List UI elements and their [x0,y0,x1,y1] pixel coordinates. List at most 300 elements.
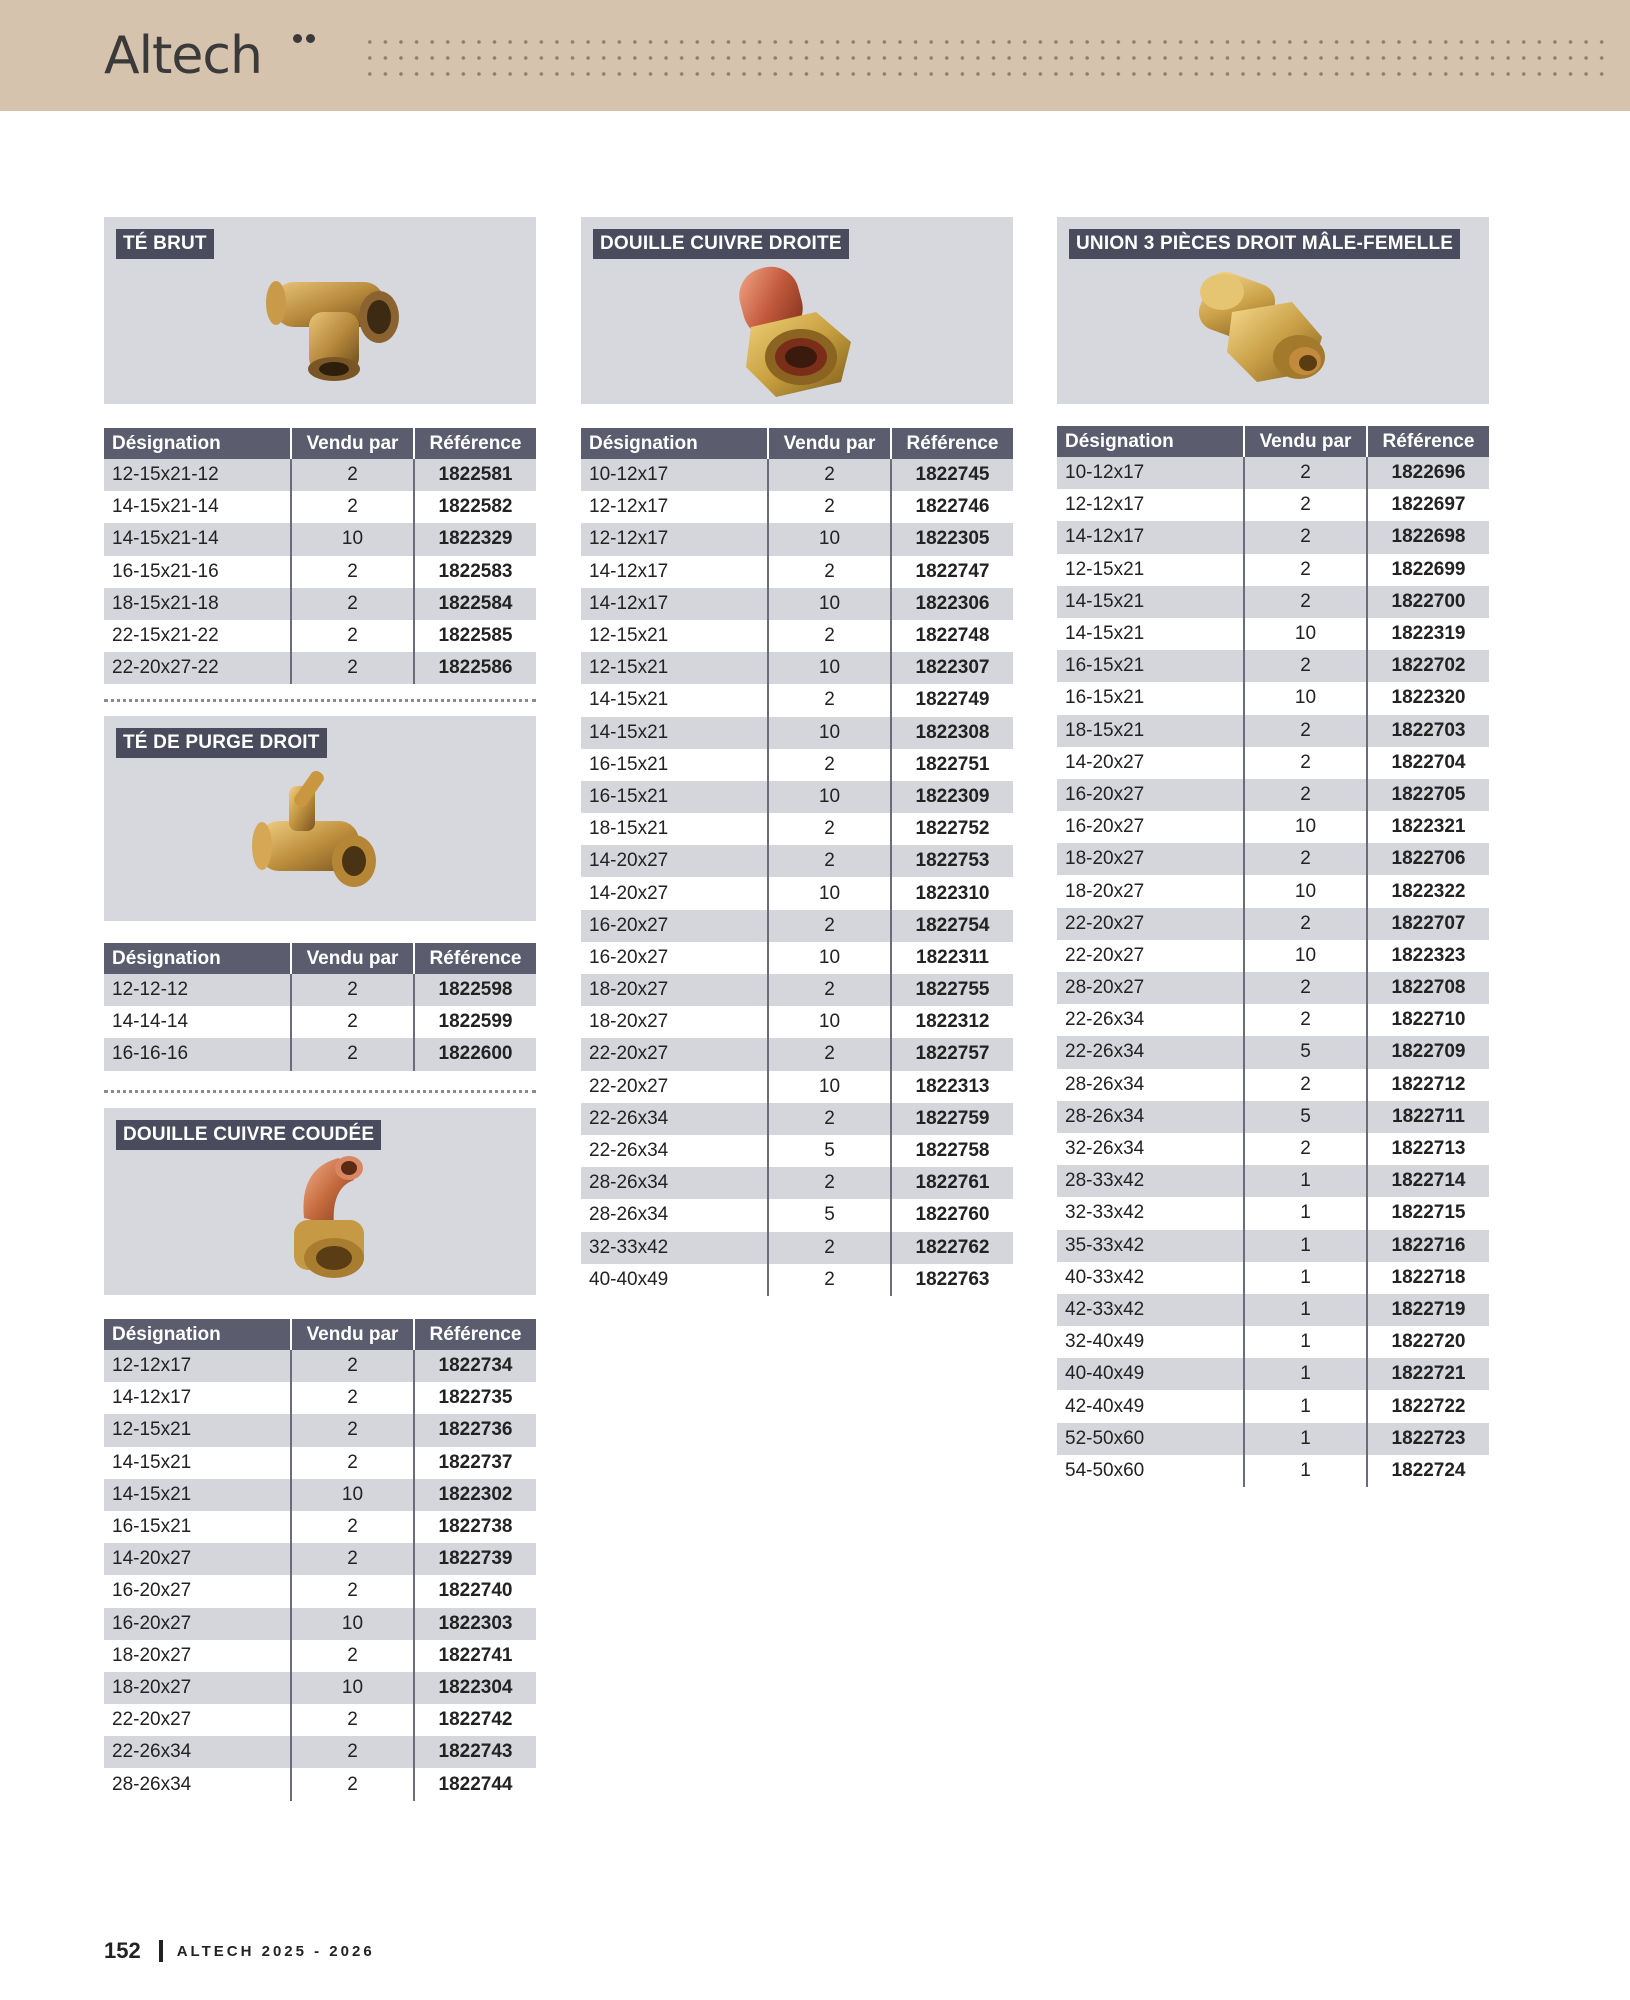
vendu-par-cell: 10 [768,942,891,974]
vendu-par-cell: 2 [291,491,414,523]
vendu-par-cell: 2 [291,1414,414,1446]
reference-cell: 1822323 [1367,940,1489,972]
table-row [104,1672,536,1704]
table-row [581,459,1013,491]
reference-cell: 1822754 [891,910,1013,942]
reference-cell: 1822755 [891,974,1013,1006]
reference-cell: 1822734 [414,1350,536,1382]
designation-cell: 52-50x60 [1057,1423,1244,1455]
table-row [1057,1197,1489,1229]
section-separator [104,1090,536,1093]
designation-cell: 16-20x27 [581,942,768,974]
table-row [1057,843,1489,875]
table-row [1057,747,1489,779]
reference-cell: 1822705 [1367,779,1489,811]
vendu-par-cell: 2 [768,459,891,491]
reference-cell: 1822307 [891,652,1013,684]
douille-droite-title: DOUILLE CUIVRE DROITE [593,229,849,259]
reference-cell: 1822584 [414,588,536,620]
union-photo [1187,257,1347,397]
designation-cell: 18-15x21-18 [104,588,291,620]
vendu-par-cell: 2 [291,1038,414,1070]
reference-cell: 1822758 [891,1135,1013,1167]
table-row [1057,1004,1489,1036]
vendu-par-cell: 10 [291,523,414,555]
designation-cell: 22-15x21-22 [104,620,291,652]
reference-cell: 1822713 [1367,1133,1489,1165]
reference-cell: 1822748 [891,620,1013,652]
table-row [1057,1069,1489,1101]
vendu-par-cell: 2 [768,1038,891,1070]
vendu-par-cell: 2 [291,652,414,684]
reference-cell: 1822746 [891,491,1013,523]
te-brut-card [104,217,536,404]
table-row [1057,972,1489,1004]
edition-label: ALTECH 2025 - 2026 [176,1942,375,1960]
table-row [104,1575,536,1607]
vendu-par-cell: 2 [1244,908,1367,940]
table-row [581,942,1013,974]
reference-cell: 1822712 [1367,1069,1489,1101]
table-row [1057,1358,1489,1390]
reference-cell: 1822720 [1367,1326,1489,1358]
table-row [104,1447,536,1479]
designation-cell: 40-40x49 [1057,1358,1244,1390]
designation-cell: 32-40x49 [1057,1326,1244,1358]
vendu-par-cell: 2 [291,1006,414,1038]
table-row [104,620,536,652]
reference-cell: 1822753 [891,845,1013,877]
douille-coudee-title: DOUILLE CUIVRE COUDÉE [116,1120,381,1150]
vendu-par-cell: 2 [768,1232,891,1264]
reference-cell: 1822745 [891,459,1013,491]
designation-cell: 18-20x27 [1057,875,1244,907]
vendu-par-cell: 5 [1244,1036,1367,1068]
designation-cell: 16-16-16 [104,1038,291,1070]
designation-cell: 54-50x60 [1057,1455,1244,1487]
union-table [1057,426,1489,1487]
reference-cell: 1822715 [1367,1197,1489,1229]
col-vendu-par: Vendu par [291,428,414,459]
designation-cell: 16-15x21 [1057,650,1244,682]
vendu-par-cell: 2 [1244,843,1367,875]
designation-cell: 28-26x34 [1057,1101,1244,1133]
designation-cell: 16-15x21 [104,1511,291,1543]
designation-cell: 22-26x34 [104,1736,291,1768]
reference-cell: 1822709 [1367,1036,1489,1068]
designation-cell: 14-15x21 [581,684,768,716]
designation-cell: 42-33x42 [1057,1294,1244,1326]
table-row [581,652,1013,684]
reference-cell: 1822718 [1367,1262,1489,1294]
designation-cell: 14-14-14 [104,1006,291,1038]
designation-cell: 12-15x21 [581,620,768,652]
vendu-par-cell: 2 [291,620,414,652]
designation-cell: 12-15x21 [581,652,768,684]
vendu-par-cell: 2 [291,1447,414,1479]
table-row [581,1232,1013,1264]
table-row [1057,908,1489,940]
table-row [581,974,1013,1006]
designation-cell: 32-33x42 [1057,1197,1244,1229]
reference-cell: 1822736 [414,1414,536,1446]
reference-cell: 1822735 [414,1382,536,1414]
douille-coudee-card [104,1108,536,1295]
table-row [581,781,1013,813]
reference-cell: 1822737 [414,1447,536,1479]
designation-cell: 12-15x21 [104,1414,291,1446]
footer-divider [159,1940,163,1962]
reference-cell: 1822759 [891,1103,1013,1135]
douille-droite-card [581,217,1013,404]
table-row [104,1382,536,1414]
reference-cell: 1822763 [891,1264,1013,1296]
reference-cell: 1822321 [1367,811,1489,843]
reference-cell: 1822747 [891,556,1013,588]
vendu-par-cell: 2 [291,1640,414,1672]
vendu-par-cell: 2 [1244,715,1367,747]
union-card [1057,217,1489,404]
table-row [1057,811,1489,843]
table-row [104,556,536,588]
reference-cell: 1822716 [1367,1230,1489,1262]
reference-cell: 1822706 [1367,843,1489,875]
col-reference: Référence [891,428,1013,459]
vendu-par-cell: 5 [768,1135,891,1167]
te-purge-table [104,943,536,1071]
designation-cell: 22-20x27 [104,1704,291,1736]
reference-cell: 1822304 [414,1672,536,1704]
designation-cell: 12-12x17 [581,491,768,523]
te-purge-photo [244,761,384,911]
col-vendu-par: Vendu par [291,1319,414,1350]
table-row [1057,875,1489,907]
vendu-par-cell: 10 [768,1071,891,1103]
vendu-par-cell: 2 [768,749,891,781]
table-row [104,1640,536,1672]
table-row [104,1414,536,1446]
table-row [581,1006,1013,1038]
designation-cell: 16-15x21-16 [104,556,291,588]
reference-cell: 1822702 [1367,650,1489,682]
reference-cell: 1822600 [414,1038,536,1070]
reference-cell: 1822704 [1367,747,1489,779]
table-row [581,491,1013,523]
table-row [1057,715,1489,747]
reference-cell: 1822739 [414,1543,536,1575]
header-dot-pattern [362,34,1614,82]
vendu-par-cell: 10 [1244,682,1367,714]
te-purge-card [104,716,536,921]
vendu-par-cell: 2 [291,1768,414,1800]
table-row [581,1071,1013,1103]
designation-cell: 16-20x27 [104,1575,291,1607]
reference-cell: 1822707 [1367,908,1489,940]
vendu-par-cell: 2 [768,491,891,523]
vendu-par-cell: 10 [291,1672,414,1704]
designation-cell: 18-20x27 [581,1006,768,1038]
table-row [104,1038,536,1070]
reference-cell: 1822742 [414,1704,536,1736]
vendu-par-cell: 1 [1244,1326,1367,1358]
designation-cell: 14-12x17 [1057,521,1244,553]
table-row [581,1038,1013,1070]
table-row [1057,1423,1489,1455]
table-row [104,1543,536,1575]
col-designation: Désignation [104,1319,291,1350]
vendu-par-cell: 10 [768,717,891,749]
designation-cell: 14-12x17 [104,1382,291,1414]
col-vendu-par: Vendu par [291,943,414,974]
reference-cell: 1822303 [414,1608,536,1640]
designation-cell: 18-20x27 [581,974,768,1006]
vendu-par-cell: 2 [1244,489,1367,521]
vendu-par-cell: 2 [768,684,891,716]
designation-cell: 12-12x17 [104,1350,291,1382]
reference-cell: 1822306 [891,588,1013,620]
reference-cell: 1822761 [891,1167,1013,1199]
col-reference: Référence [1367,426,1489,457]
reference-cell: 1822721 [1367,1358,1489,1390]
douille-droite-table [581,428,1013,1296]
reference-cell: 1822738 [414,1511,536,1543]
designation-cell: 32-33x42 [581,1232,768,1264]
designation-cell: 16-20x27 [581,910,768,942]
reference-cell: 1822741 [414,1640,536,1672]
reference-cell: 1822313 [891,1071,1013,1103]
reference-cell: 1822710 [1367,1004,1489,1036]
vendu-par-cell: 10 [1244,618,1367,650]
reference-cell: 1822703 [1367,715,1489,747]
vendu-par-cell: 10 [1244,875,1367,907]
reference-cell: 1822598 [414,974,536,1006]
vendu-par-cell: 5 [1244,1101,1367,1133]
reference-cell: 1822723 [1367,1423,1489,1455]
designation-cell: 28-33x42 [1057,1165,1244,1197]
vendu-par-cell: 2 [291,1350,414,1382]
vendu-par-cell: 10 [768,877,891,909]
reference-cell: 1822708 [1367,972,1489,1004]
reference-cell: 1822752 [891,813,1013,845]
vendu-par-cell: 2 [291,1704,414,1736]
table-row [1057,1230,1489,1262]
table-row [1057,1133,1489,1165]
table-row [581,556,1013,588]
table-row [104,1608,536,1640]
table-row [1057,1262,1489,1294]
te-brut-title: TÉ BRUT [116,229,214,259]
table-row [104,1704,536,1736]
vendu-par-cell: 2 [291,1575,414,1607]
designation-cell: 12-15x21 [1057,554,1244,586]
table-row [1057,1165,1489,1197]
vendu-par-cell: 10 [768,588,891,620]
designation-cell: 18-20x27 [104,1640,291,1672]
vendu-par-cell: 2 [1244,586,1367,618]
vendu-par-cell: 2 [1244,747,1367,779]
brand-logo-dots [293,34,317,46]
vendu-par-cell: 2 [291,974,414,1006]
designation-cell: 16-20x27 [104,1608,291,1640]
designation-cell: 28-26x34 [1057,1069,1244,1101]
vendu-par-cell: 2 [768,556,891,588]
reference-cell: 1822700 [1367,586,1489,618]
vendu-par-cell: 2 [768,974,891,1006]
vendu-par-cell: 2 [1244,457,1367,489]
designation-cell: 22-26x34 [1057,1036,1244,1068]
reference-cell: 1822319 [1367,618,1489,650]
table-row [104,1350,536,1382]
designation-cell: 14-15x21 [1057,618,1244,650]
vendu-par-cell: 2 [291,459,414,491]
designation-cell: 18-15x21 [581,813,768,845]
table-row [581,1135,1013,1167]
header-band [0,0,1630,111]
designation-cell: 22-26x34 [581,1135,768,1167]
designation-cell: 22-26x34 [581,1103,768,1135]
designation-cell: 14-15x21-14 [104,523,291,555]
designation-cell: 12-12x17 [581,523,768,555]
vendu-par-cell: 2 [1244,1133,1367,1165]
designation-cell: 16-15x21 [581,781,768,813]
table-row [104,1479,536,1511]
designation-cell: 16-15x21 [1057,682,1244,714]
page-footer [104,1938,375,1964]
designation-cell: 14-15x21 [1057,586,1244,618]
designation-cell: 18-15x21 [1057,715,1244,747]
designation-cell: 14-15x21 [104,1479,291,1511]
douille-coudee-photo [279,1148,389,1293]
page-number: 152 [104,1938,141,1963]
vendu-par-cell: 1 [1244,1294,1367,1326]
table-row [581,749,1013,781]
table-row [581,717,1013,749]
vendu-par-cell: 1 [1244,1197,1367,1229]
vendu-par-cell: 2 [768,1103,891,1135]
reference-cell: 1822312 [891,1006,1013,1038]
designation-cell: 28-26x34 [104,1768,291,1800]
vendu-par-cell: 10 [768,781,891,813]
table-row [1057,457,1489,489]
designation-cell: 22-20x27 [1057,908,1244,940]
vendu-par-cell: 1 [1244,1165,1367,1197]
reference-cell: 1822751 [891,749,1013,781]
table-row [1057,554,1489,586]
vendu-par-cell: 2 [291,1543,414,1575]
reference-cell: 1822320 [1367,682,1489,714]
col-reference: Référence [414,943,536,974]
designation-cell: 14-15x21 [104,1447,291,1479]
reference-cell: 1822581 [414,459,536,491]
table-row [581,620,1013,652]
table-row [1057,521,1489,553]
te-purge-title: TÉ DE PURGE DROIT [116,728,327,758]
reference-cell: 1822757 [891,1038,1013,1070]
table-row [581,1199,1013,1231]
table-row [104,974,536,1006]
table-row [104,588,536,620]
designation-cell: 42-40x49 [1057,1390,1244,1422]
reference-cell: 1822744 [414,1768,536,1800]
col-designation: Désignation [104,943,291,974]
table-row [581,1103,1013,1135]
designation-cell: 18-20x27 [1057,843,1244,875]
designation-cell: 22-26x34 [1057,1004,1244,1036]
table-row [1057,618,1489,650]
designation-cell: 18-20x27 [104,1672,291,1704]
reference-cell: 1822585 [414,620,536,652]
vendu-par-cell: 2 [1244,1069,1367,1101]
vendu-par-cell: 2 [1244,779,1367,811]
reference-cell: 1822762 [891,1232,1013,1264]
vendu-par-cell: 2 [1244,1004,1367,1036]
designation-cell: 10-12x17 [581,459,768,491]
table-row [1057,682,1489,714]
te-brut-photo [254,257,404,397]
table-row [1057,1101,1489,1133]
designation-cell: 14-15x21-14 [104,491,291,523]
designation-cell: 32-26x34 [1057,1133,1244,1165]
te-brut-table [104,428,536,684]
vendu-par-cell: 2 [768,1167,891,1199]
designation-cell: 14-12x17 [581,588,768,620]
vendu-par-cell: 2 [768,1264,891,1296]
reference-cell: 1822714 [1367,1165,1489,1197]
col-designation: Désignation [104,428,291,459]
vendu-par-cell: 10 [768,652,891,684]
designation-cell: 16-15x21 [581,749,768,781]
col-designation: Désignation [1057,426,1244,457]
table-row [104,459,536,491]
table-row [581,523,1013,555]
reference-cell: 1822711 [1367,1101,1489,1133]
designation-cell: 35-33x42 [1057,1230,1244,1262]
reference-cell: 1822743 [414,1736,536,1768]
douille-droite-photo [721,257,861,402]
table-row [104,1006,536,1038]
vendu-par-cell: 10 [768,1006,891,1038]
table-row [104,523,536,555]
reference-cell: 1822308 [891,717,1013,749]
vendu-par-cell: 1 [1244,1262,1367,1294]
reference-cell: 1822586 [414,652,536,684]
table-row [581,813,1013,845]
reference-cell: 1822599 [414,1006,536,1038]
table-row [581,1264,1013,1296]
designation-cell: 40-33x42 [1057,1262,1244,1294]
reference-cell: 1822696 [1367,457,1489,489]
designation-cell: 22-20x27 [1057,940,1244,972]
vendu-par-cell: 5 [768,1199,891,1231]
designation-cell: 10-12x17 [1057,457,1244,489]
col-vendu-par: Vendu par [768,428,891,459]
vendu-par-cell: 2 [768,845,891,877]
table-row [581,845,1013,877]
vendu-par-cell: 2 [291,556,414,588]
col-reference: Référence [414,1319,536,1350]
vendu-par-cell: 2 [1244,554,1367,586]
designation-cell: 12-12-12 [104,974,291,1006]
designation-cell: 14-20x27 [581,845,768,877]
table-row [1057,1455,1489,1487]
designation-cell: 22-20x27 [581,1038,768,1070]
vendu-par-cell: 2 [1244,972,1367,1004]
reference-cell: 1822698 [1367,521,1489,553]
col-vendu-par: Vendu par [1244,426,1367,457]
reference-cell: 1822740 [414,1575,536,1607]
vendu-par-cell: 2 [1244,521,1367,553]
table-row [581,910,1013,942]
